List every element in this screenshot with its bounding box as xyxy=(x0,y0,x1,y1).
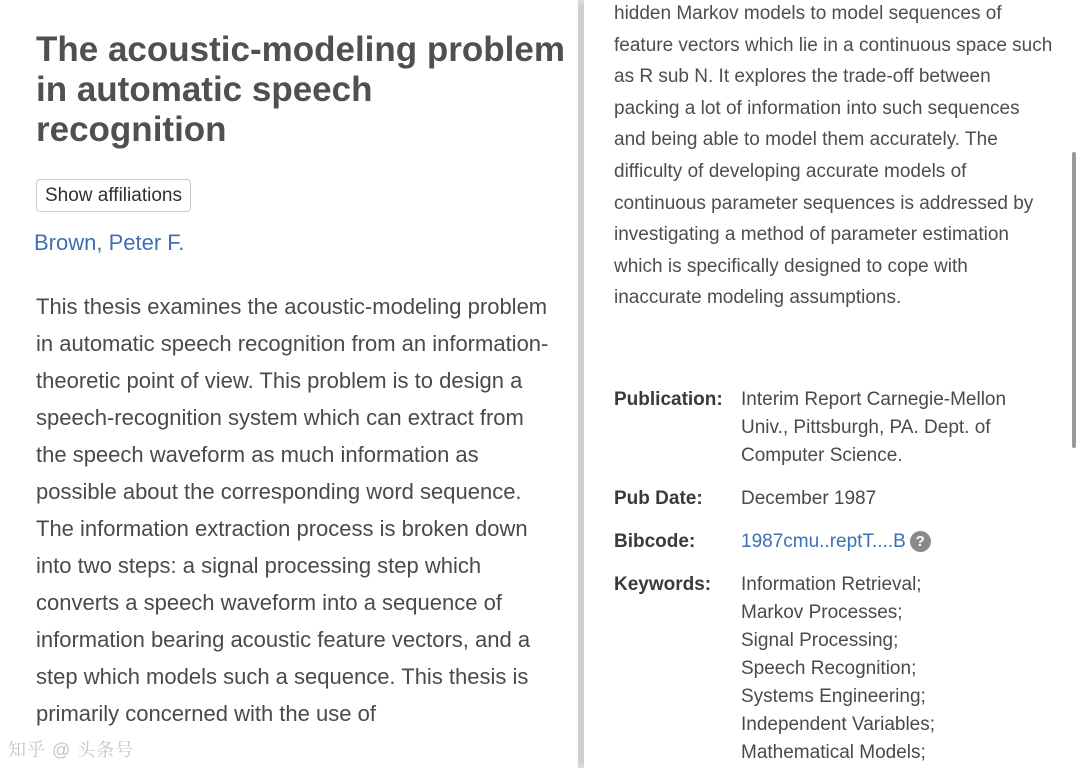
publication-label: Publication: xyxy=(614,389,723,410)
paper-title: The acoustic-modeling problem in automatic speech recognition xyxy=(36,30,565,149)
bibcode-label: Bibcode: xyxy=(614,531,696,552)
keywords-label: Keywords: xyxy=(614,574,712,595)
publication-value: Interim Report Carnegie-Mellon Univ., Pittsburgh, PA. Dept. of Computer Science. xyxy=(741,389,1007,466)
right-page[interactable] xyxy=(584,0,1080,768)
keyword-item: Signal Processing; xyxy=(741,630,899,651)
publication-row xyxy=(614,386,1054,470)
pub-date-value: December 1987 xyxy=(741,488,877,509)
abstract-text: This thesis examines the acoustic-modeling problem in automatic speech recognition from an information-theoretic point of view. This problem is to design a speech-recognition system which can extract from the speech waveform as much information as possible about the corresponding word sequence. The information extraction process is broken down into two steps: a signal processing step which converts a speech waveform into a sequence of information bearing acoustic feature vectors, and a step which models such a sequence. This thesis is primarily concerned with the use of xyxy=(36,294,549,726)
abstract-continued-text: hidden Markov models to model sequences of feature vectors which lie in a continuous space such as R sub N. It explores the trade-off between packing a lot of information into such sequences and being able to model them accurately. The difficulty of developing accurate models of continuous parameter sequences is addressed by investigating a method of parameter estimation which is specifically designed to cope with inaccurate modeling assumptions. xyxy=(614,3,1053,309)
bibcode-value-wrap xyxy=(741,528,1054,556)
author-link[interactable]: Brown, Peter F. xyxy=(34,230,185,255)
keyword-item: Systems Engineering; xyxy=(741,686,926,707)
keyword-item: Markov Processes; xyxy=(741,602,903,623)
help-icon[interactable]: ? xyxy=(910,531,931,552)
keyword-item: Information Retrieval; xyxy=(741,574,922,595)
keyword-item: Independent Variables; xyxy=(741,714,936,735)
keyword-item: Mathematical Models; xyxy=(741,742,926,763)
bibcode-link[interactable]: 1987cmu..reptT....B xyxy=(741,531,906,552)
bibcode-row xyxy=(614,528,1054,556)
show-affiliations-button[interactable]: Show affiliations xyxy=(36,179,191,212)
watermark: 知乎 @ 头条号 xyxy=(8,740,135,760)
keyword-item: Speech Recognition; xyxy=(741,658,917,679)
keywords-list xyxy=(741,571,1054,767)
keywords-row xyxy=(614,571,1054,767)
pub-date-label: Pub Date: xyxy=(614,488,703,509)
pub-date-row xyxy=(614,485,1054,513)
metadata-table xyxy=(614,386,1054,767)
scrollbar[interactable] xyxy=(1072,152,1076,448)
